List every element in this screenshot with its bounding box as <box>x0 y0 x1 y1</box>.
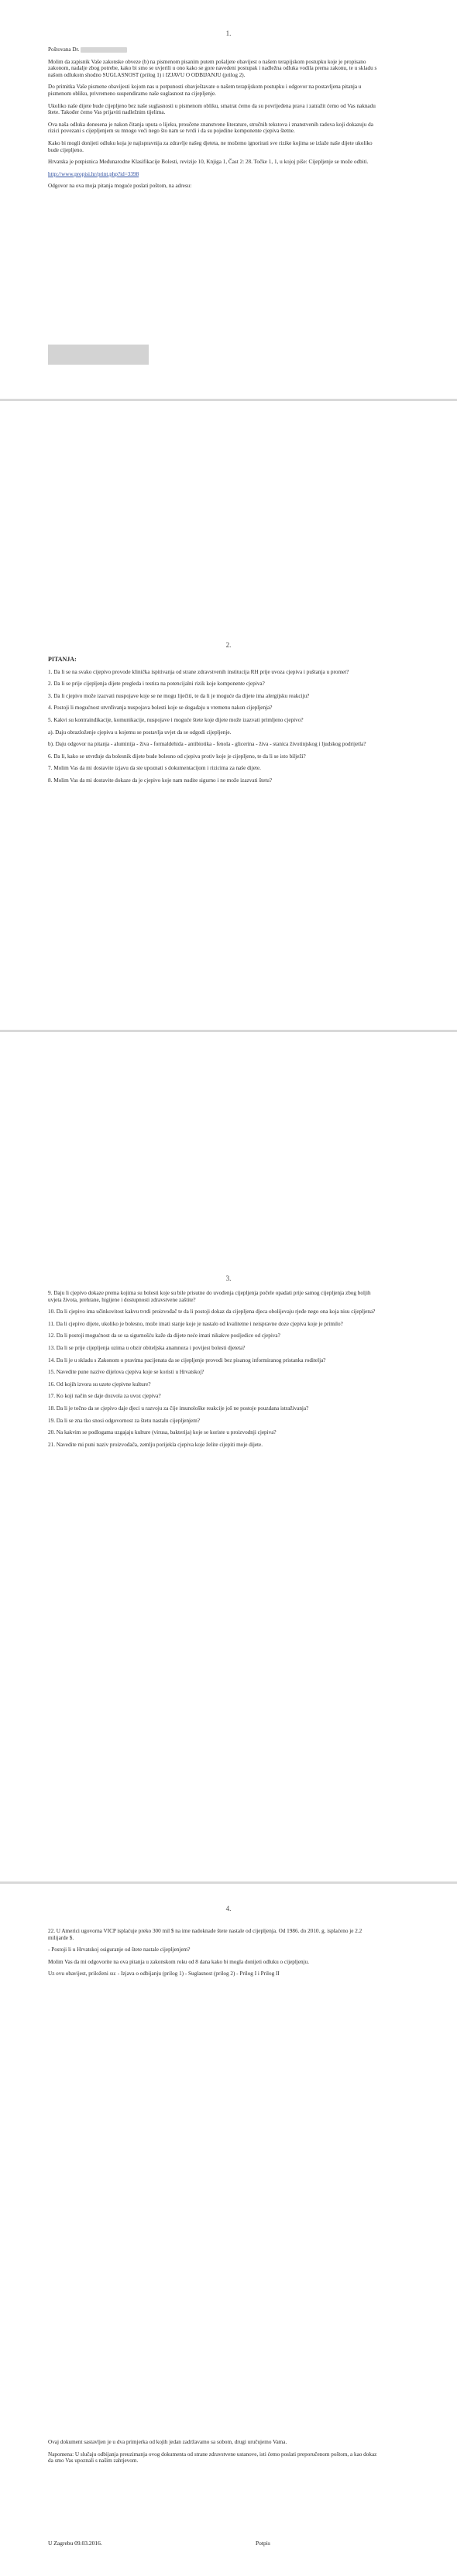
paragraph: Do primitka Vaše pismene obavijesti kojom nas u potpunosti obavještavate o našem terapijskom postupku i odgovor na postavljena pitanja u pismenom obliku, privremeno suspendiramo naše suglasnost na cijepljenje. <box>48 84 362 97</box>
page-number: 2. <box>225 641 232 649</box>
question: 15. Navedite pune nazive dijelova cjepiva koje se koristi u Hrvatskoj? <box>48 1369 204 1376</box>
page-2 <box>0 636 457 1024</box>
question: 7. Molim Vas da mi dostavite izjavu da ste upoznati s dokumentacijom i rizicima za naše dijete. <box>48 765 261 772</box>
redacted-name <box>81 47 127 53</box>
paragraph: Hrvatska je potpisnica Međunarodne Klasifikacije Bolesti, revizije 10, Knjiga 1, Čast 2: 28. Točke 1, 1, u kojoj piše: Cijepljenje se može odbiti. <box>48 159 369 166</box>
page-1-body <box>48 46 381 195</box>
page-4 <box>0 1897 457 2576</box>
page-4-body <box>48 1928 381 1983</box>
page-number: 4. <box>225 1905 232 1912</box>
questions-heading: PITANJA: <box>48 656 77 663</box>
paragraph: 22. U Americi ugovorna VICP isplaćuje preko 300 mil $ na ime nadoknade štete nastale od cijepljenja. Od 1986. do 2010. g. isplaćeno je 2.2 milijarde $. <box>48 1928 363 1941</box>
question: 21. Navedite mi puni naziv proizvođača, zemlju porijekla cjepiva koje želite cijepiti moje dijete. <box>48 1441 263 1448</box>
page-4-closing <box>48 2439 381 2470</box>
paragraph: Uz ovu obavijest, priloženi su: - Izjava o odbijanju (prilog 1) - Suglasnost (prilog 2) - Prilog I i Prilog II <box>48 1971 280 1977</box>
redacted-address-block <box>48 345 149 365</box>
page-2-body <box>48 657 381 790</box>
page-3 <box>0 1270 457 1688</box>
greeting: Poštovana Dr. <box>48 46 80 53</box>
paragraph: Molim da zapisnik Vaše zakonske obveze (b) na pismenom pisanim putem pošaljete obavijest o našem terapijskom postupku koje je propisano zakonom, nadalje zbog potrebe, kako bi smo se uvjerili u ono kako se gore navedeni postupak i nadležna odluka vodila prema zakonu, te u skladu s našom odlukom shodno SUGLASNOST (prilog 1) i IZJAVU O ODBIJANJU (prilog 2). <box>48 58 377 78</box>
question: 3. Da li cjepivo može izazvati nuspojave koje se ne mogu liječiti, te da li je moguće da dijete ima alergijsku reakciju? <box>48 692 310 699</box>
paragraph: Odgovor na ova moja pitanja moguće poslati poštom, na adresu: <box>48 183 192 190</box>
paragraph: Ova naša odluka donesena je nakon čitanja uputa o lijeku, proučene znanstvene literature, stručnih tekstova i znanstvenih radova koji dokazuju da rizici povezani s cijepljenjem su mnogo veći nego što nam se tvrdi i da su pojedine komponente cjepiva štetne. <box>48 121 373 135</box>
page-1 <box>0 0 457 399</box>
question: 8. Molim Vas da mi dostavite dokaze da je cjepivo koje nam nudite sigurno i ne može izazvati štetu? <box>48 777 273 784</box>
paragraph: Ovaj dokument sastavljen je u dva primjerka od kojih jedan zadržavamo sa sobom, drugi uručujemo Vama. <box>48 2439 287 2445</box>
question: 10. Da li cjepivo ima učinkovitost kakvu tvrdi proizvođač te da li postoji dokaz da cijepljena djeca obolijevaju rjeđe nego ona koja nisu cijepljena? <box>48 1309 376 1315</box>
note: Napomena: U slučaju odbijanja preuzimanja ovog dokumenta od strane zdravstvene ustanove, isti ćemo poslati preporučenom poštom, a kao dokaz da smo Vas upoznali s našim zahtjevom. <box>48 2451 377 2465</box>
question: 4. Postoji li mogućnost utvrđivanja nuspojava bolesti koje se događaju u vremenu nakon cijepljenja? <box>48 705 273 712</box>
question: 20. Na kakvim se podlogama uzgajaju kulture (virusa, bakterija) koje se koriste u proizvodnji cjepiva? <box>48 1429 277 1436</box>
question: 11. Da li cjepivo dijete, ukoliko je bolesno, može imati stanje koje je nastalo od kvalitetne i neispravne doze cjepiva koje je primilo? <box>48 1320 343 1327</box>
question: 9. Daju li cjepivo dokaze prema kojima su bolesti koje su bile prisutne do uvođenja cijepljenja počele opadati prije samog cijepljenja zbog boljih uvjeta života, prehrane, higijene i dostupnosti zdravstvene zaštite? <box>48 1290 371 1303</box>
question: 12. Da li postoji mogućnost da se sa sigurnošću kaže da dijete neće imati nikakve posljedice od cjepiva? <box>48 1333 280 1339</box>
question: 5. Kakvi su kontraindikacije, komunikacije, nuspojave i moguće štete koje dijete može izazvati primljeno cjepivo? <box>48 716 304 723</box>
signature-label: Potpis <box>256 2540 270 2547</box>
question: 6. Da li, kako se utvrđuje da bolesnik dijete bude bolesno od cjepiva protiv koje je cijepljeno, te da li se isto bilježi? <box>48 753 306 760</box>
paragraph: - Postoji li u Hrvatskoj osiguranje od štete nastale cijepljenjem? <box>48 1947 191 1953</box>
page-number: 1. <box>225 29 232 37</box>
question: 17. Ko koji način se daje dozvola za uvoz cjepiva? <box>48 1393 161 1400</box>
question: b). Daju odgovor na pitanja - aluminija - živa - formaldehida - antibiotika - fenola - glicerina - živa - stanica životinjskog i ljudskog podrijetla? <box>48 741 366 748</box>
question: 19. Da li se zna tko snosi odgovornost za štetu nastalu cijepljenjem? <box>48 1417 201 1424</box>
page-3-body <box>48 1290 381 1453</box>
propisi-link[interactable]: http://www.propisi.hr/print.php?id=3398 <box>48 170 139 177</box>
page-number: 3. <box>225 1274 232 1282</box>
question: 2. Da li se prije cijepljenja dijete pregleda i testira na potencijalni rizik koje komponente cjepiva? <box>48 681 265 688</box>
paragraph: Ukoliko naše dijete bude cijepljeno bez naše suglasnosti u pismenom obliku, smatrat ćemo da su povrijeđena prava i zatražit ćemo od Vas naknadu štete. Također ćemo Vas prijaviti nadležnim tijelima. <box>48 102 376 116</box>
question: 14. Da li je u skladu s Zakonom o pravima pacijenata da se cijepljenje provodi bez pisanog informiranog pristanka roditelja? <box>48 1357 326 1363</box>
question: a). Daju obrazloženje cjepiva u kojemu se postavlja uvjet da se odgodi cijepljenje. <box>48 729 232 736</box>
paragraph: Kako bi mogli donijeti odluku koja je najispravnija za zdravlje našeg djeteta, ne možemo ignorirati sve rizike kojima se izlaže naše dijete ukoliko bude cijepljeno. <box>48 139 373 153</box>
question: 1. Da li se na svako cijepivo provode klinička ispitivanja od strane zdravstvenih institucija RH prije uvoza cjepiva i puštanja u promet? <box>48 668 349 675</box>
place-date: U Zagrebu 09.03.2016. <box>48 2540 102 2547</box>
question: 16. Od kojih izvora su uzete cjepivne kulture? <box>48 1381 151 1387</box>
paragraph: Molim Vas da mi odgovorite na ova pitanja u zakonskom roku od 8 dana kako bi mogla donijeti odluku o cijepljenju. <box>48 1958 310 1965</box>
question: 13. Da li se prije cijepljenja uzima u obzir obiteljska anamneza i povijest bolesti djeteta? <box>48 1344 246 1351</box>
question: 18. Da li je točno da se cjepivo daje djeci u razvoju za čije imunološke reakcije još ne postoje pouzdana istraživanja? <box>48 1405 309 1411</box>
